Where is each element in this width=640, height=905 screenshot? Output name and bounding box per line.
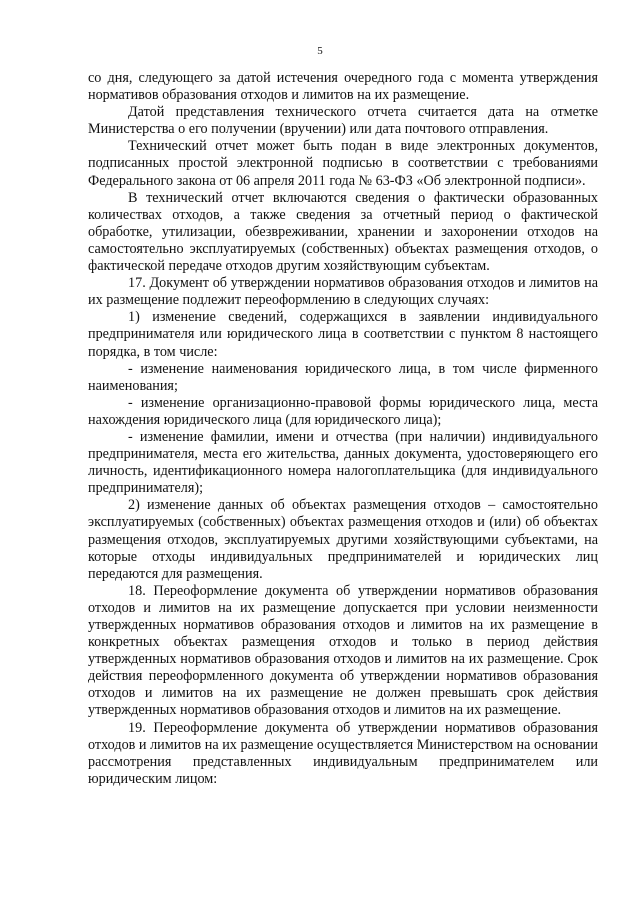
paragraph-electronic-submission: Технический отчет может быть подан в виде электронных документов, подписанных простой электронной подписью в соответствии с требованиями Федерального закона от 06 апреля 2011 года № 63-ФЗ «Об электронной подписи». <box>88 138 598 189</box>
document-body <box>88 70 598 788</box>
paragraph-clause-18: 18. Переоформление документа об утверждении нормативов образования отходов и лимитов на их размещение допускается при условии неизменности утвержденных нормативов образования отходов и лимитов на их размещение в конкретных объектах размещения отходов и только в период действия утвержденных нормативов образования отходов и лимитов на их размещение. Срок действия переоформленного документа об утверждении нормативов образования отходов и лимитов на их размещение не должен превышать срок действия утвержденных нормативов образования отходов и лимитов на их размещение. <box>88 582 598 719</box>
paragraph-report-contents: В технический отчет включаются сведения о фактически образованных количествах отходов, а также сведения за отчетный период о фактической обработке, утилизации, обезвреживании, хранении и захоронении отходов на самостоятельно эксплуатируемых (собственных) объектах размещения отходов, о фактической передаче отходов другим хозяйствующим субъектам. <box>88 189 598 275</box>
paragraph-list-item: - изменение организационно-правовой формы юридического лица, места нахождения юридического лица (для юридического лица); <box>88 394 598 428</box>
paragraph-clause-17-item-2: 2) изменение данных об объектах размещения отходов – самостоятельно эксплуатируемых (собственных) объектах размещения отходов и (или) об объектах размещения отходов, эксплуатируемых другими хозяйствующими субъектами, на которые отходы индивидуальных предпринимателей и юридических лиц передаются для размещения. <box>88 497 598 582</box>
paragraph-continuation: со дня, следующего за датой истечения очередного года с момента утверждения нормативов образования отходов и лимитов на их размещение. <box>88 70 598 104</box>
paragraph-list-item: - изменение наименования юридического лица, в том числе фирменного наименования; <box>88 360 598 394</box>
paragraph-clause-17-item-1: 1) изменение сведений, содержащихся в заявлении индивидуального предпринимателя или юридического лица в соответствии с пунктом 8 настоящего порядка, в том числе: <box>88 309 598 360</box>
paragraph-report-date: Датой представления технического отчета считается дата на отметке Министерства о его получении (вручении) или дата почтового отправления. <box>88 104 598 138</box>
paragraph-clause-19: 19. Переоформление документа об утверждении нормативов образования отходов и лимитов на их размещение осуществляется Министерством на основании рассмотрения представленных индивидуальным предпринимателем или юридическим лицом: <box>88 719 598 787</box>
paragraph-list-item: - изменение фамилии, имени и отчества (при наличии) индивидуального предпринимателя, места его жительства, данных документа, удостоверяющего его личность, идентификационного номера налогоплательщика (для индивидуального предпринимателя); <box>88 428 598 497</box>
paragraph-clause-17: 17. Документ об утверждении нормативов образования отходов и лимитов на их размещение подлежит переоформлению в следующих случаях: <box>88 275 598 309</box>
page-number: 5 <box>317 45 323 57</box>
